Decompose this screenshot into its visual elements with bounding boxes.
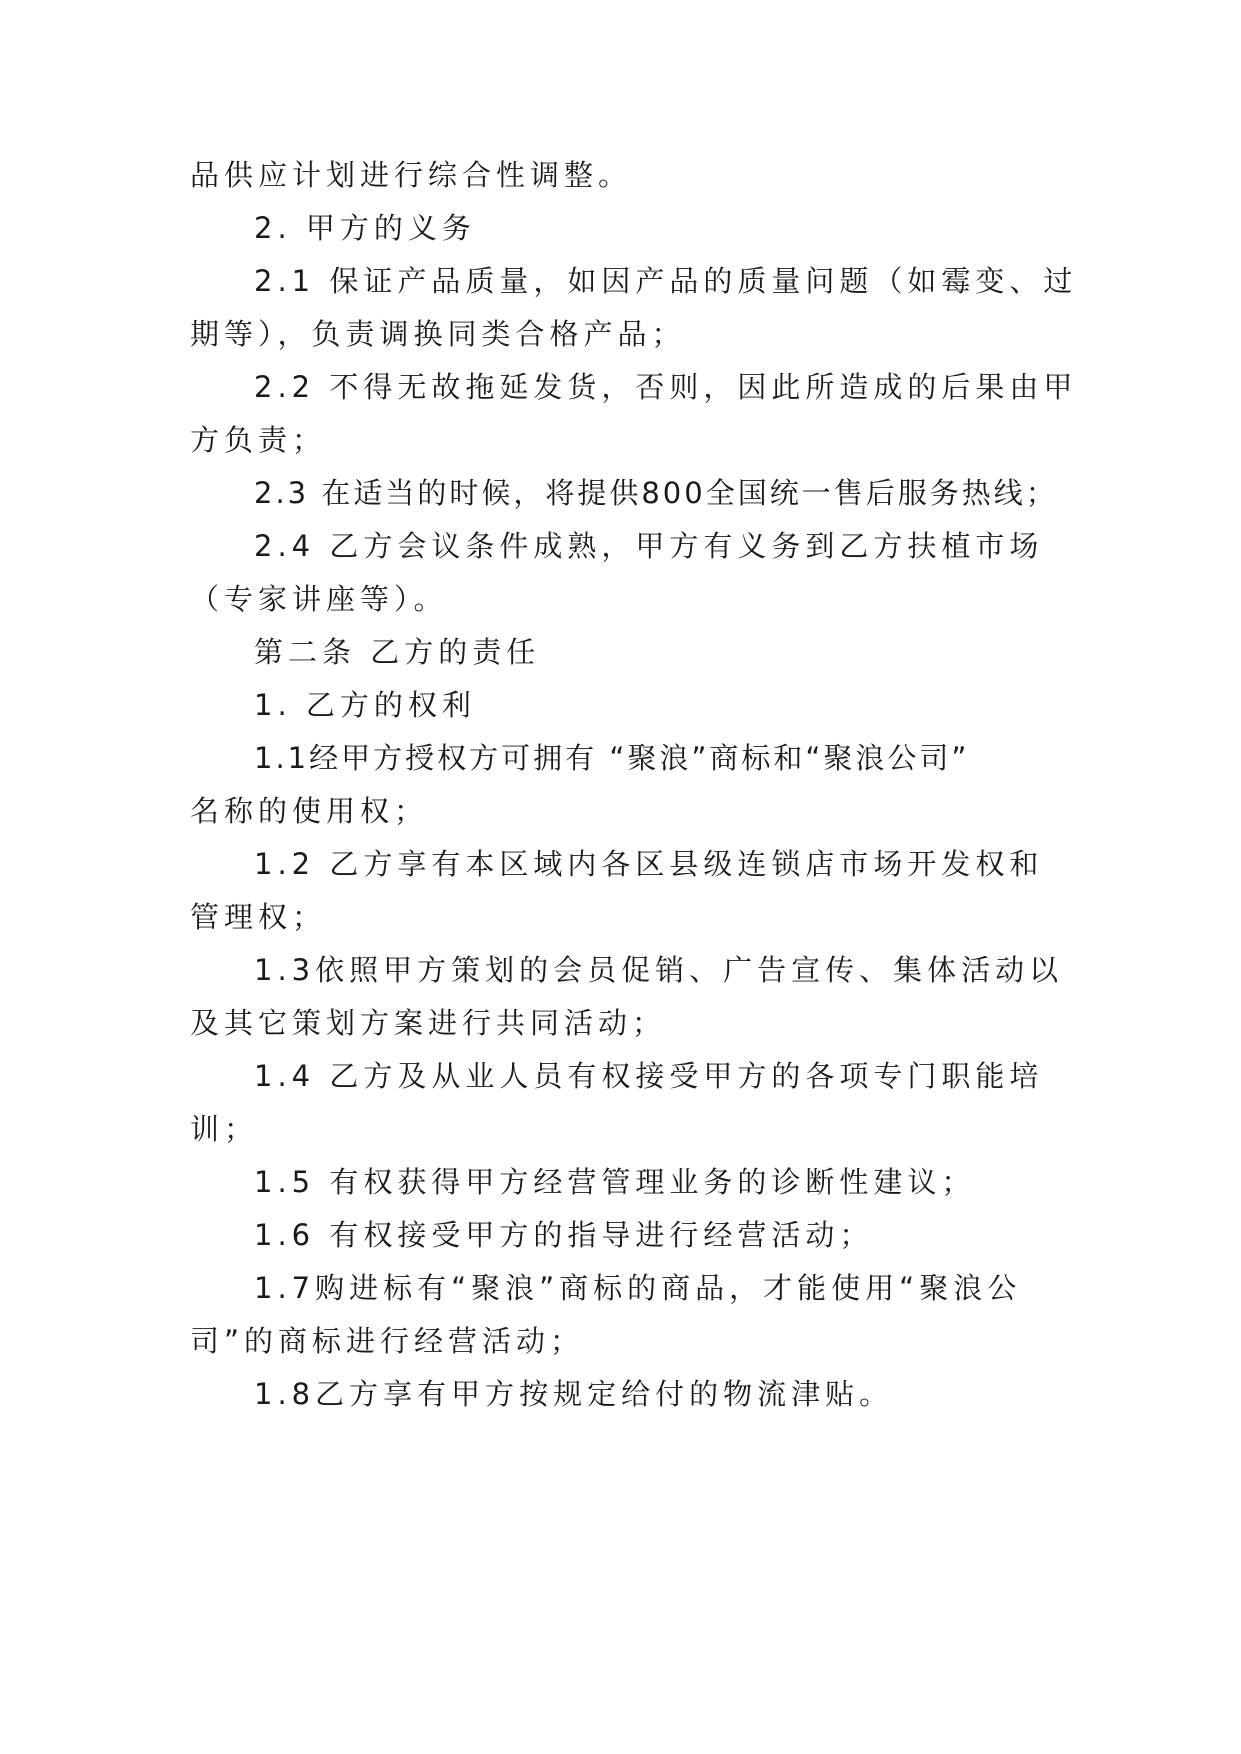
text-line: 1. 乙方的权利 [254, 688, 476, 722]
text-line: 1.2 乙方享有本区域内各区县级连锁店市场开发权和 [254, 847, 1044, 881]
text-line: 管理权； [190, 900, 327, 934]
text-line: 2.4 乙方会议条件成熟，甲方有义务到乙方扶植市场 [254, 529, 1044, 563]
text-line: 名称的使用权； [190, 794, 429, 828]
section-heading: 第二条 乙方的责任 [254, 635, 541, 669]
text-line: 期等），负责调换同类合格产品； [190, 317, 686, 351]
text-line: 司”的商标进行经营活动； [190, 1324, 585, 1358]
text-line: 2.1 保证产品质量，如因产品的质量问题（如霉变、过 [254, 264, 1078, 298]
text-line: 1.4 乙方及从业人员有权接受甲方的各项专门职能培 [254, 1059, 1044, 1093]
text-line: 方负责； [190, 423, 327, 457]
text-line: 1.8乙方享有甲方按规定给付的物流津贴。 [254, 1377, 894, 1411]
text-line: （专家讲座等）。 [190, 582, 448, 616]
text-line: 品供应计划进行综合性调整。 [190, 158, 633, 192]
text-line: 2.2 不得无故拖延发货，否则，因此所造成的后果由甲 [254, 370, 1078, 404]
text-line: 1.1经甲方授权方可拥有 “聚浪”商标和“聚浪公司” [254, 741, 970, 775]
text-line: 训； [190, 1112, 259, 1146]
text-line: 2. 甲方的义务 [254, 211, 476, 245]
text-line: 1.3依照甲方策划的会员促销、广告宣传、集体活动以 [254, 953, 1064, 987]
text-line: 1.6 有权接受甲方的指导进行经营活动； [254, 1218, 874, 1252]
text-line: 1.7购进标有“聚浪”商标的商品，才能使用“聚浪公 [254, 1271, 1022, 1305]
text-line: 1.5 有权获得甲方经营管理业务的诊断性建议； [254, 1165, 976, 1199]
text-line: 2.3 在适当的时候，将提供800全国统一售后服务热线； [254, 476, 1058, 510]
text-line: 及其它策划方案进行共同活动； [190, 1006, 667, 1040]
